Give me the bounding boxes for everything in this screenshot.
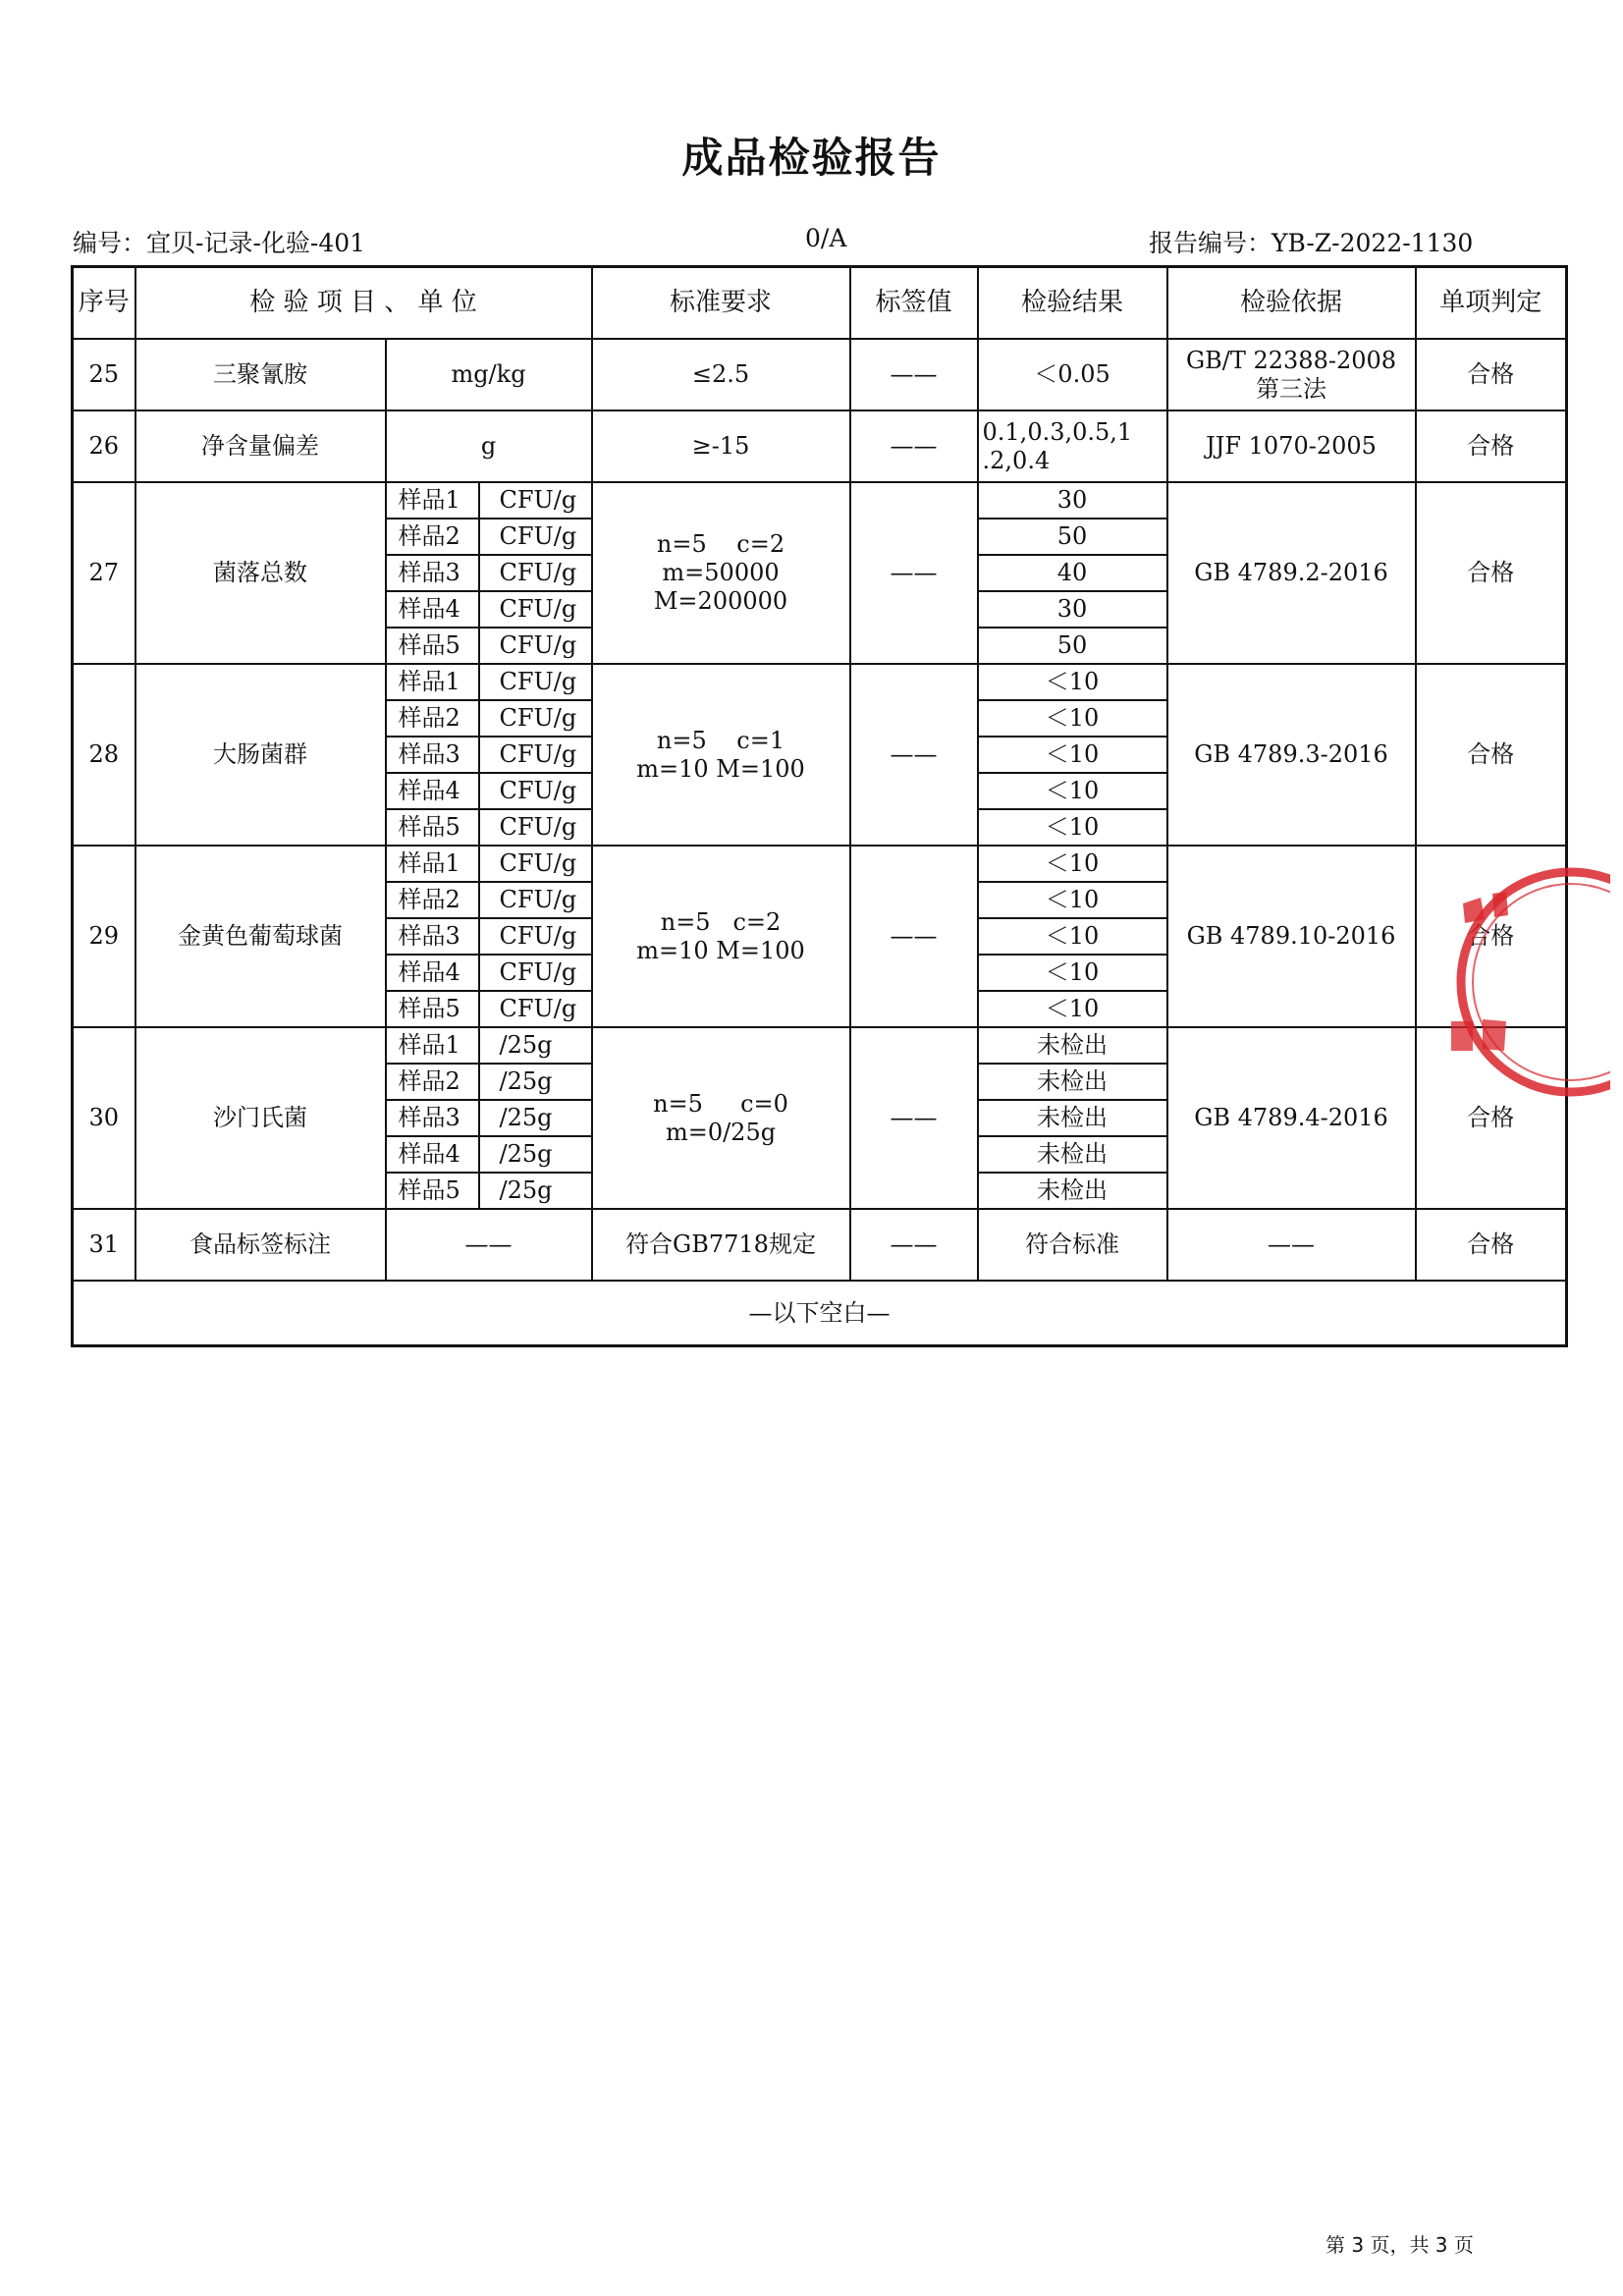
result-cell	[978, 410, 1167, 482]
header-basis: 检验依据	[1167, 267, 1416, 340]
sample-unit: CFU/g	[479, 591, 592, 628]
sample-name: 样品4	[386, 591, 479, 628]
basis-cell: GB 4789.4-2016	[1167, 1027, 1416, 1209]
sample-name: 样品1	[386, 1027, 479, 1064]
item-cell: 食品标签标注	[135, 1209, 386, 1281]
basis-line: GB/T 22388-2008	[1185, 346, 1397, 374]
seq-cell: 26	[73, 410, 135, 482]
blank-note-row	[73, 1281, 1567, 1346]
basis-cell: JJF 1070-2005	[1167, 410, 1416, 482]
sample-result: 未检出	[978, 1136, 1167, 1173]
page-footer: 第 3 页，共 3 页	[1325, 2233, 1474, 2257]
result-cell: ＜0.05	[978, 339, 1167, 410]
standard-cell	[592, 482, 850, 664]
sample-unit: CFU/g	[479, 519, 592, 555]
sample-name: 样品3	[386, 1100, 479, 1136]
label-value-cell: ——	[850, 846, 978, 1027]
page-title: 成品检验报告	[681, 134, 942, 182]
standard-cell: ≥-15	[592, 410, 850, 482]
judgment-cell: 合格	[1416, 410, 1567, 482]
standard-line: m=0/25g	[665, 1118, 777, 1146]
judgment-cell: 合格	[1416, 482, 1567, 664]
judgment-cell: 合格	[1416, 846, 1567, 1027]
table-header-row	[73, 267, 1567, 340]
sample-result: ＜10	[978, 664, 1167, 700]
sample-unit: /25g	[479, 1027, 592, 1064]
header-result: 检验结果	[978, 267, 1167, 340]
sample-result: 30	[978, 482, 1167, 519]
result-cell: 符合标准	[978, 1209, 1167, 1281]
sample-name: 样品2	[386, 882, 479, 918]
sample-unit: CFU/g	[479, 664, 592, 700]
standard-line: n=5 c=2	[656, 530, 785, 559]
table-row	[73, 339, 1567, 410]
table-row	[73, 846, 1567, 882]
sample-unit: CFU/g	[479, 809, 592, 846]
sample-result: 50	[978, 519, 1167, 555]
sample-result: ＜10	[978, 700, 1167, 737]
seq-cell: 28	[73, 664, 135, 846]
header-item: 检 验 项 目 、 单 位	[135, 267, 592, 340]
sample-unit: /25g	[479, 1136, 592, 1173]
table-row	[73, 1209, 1567, 1281]
basis-cell: GB 4789.2-2016	[1167, 482, 1416, 664]
unit-cell: ——	[386, 1209, 592, 1281]
seal-stamp-icon	[1424, 864, 1610, 1110]
sample-unit: CFU/g	[479, 482, 592, 519]
item-cell: 菌落总数	[135, 482, 386, 664]
sample-result: 未检出	[978, 1027, 1167, 1064]
header-judgment: 单项判定	[1416, 267, 1567, 340]
seq-cell: 29	[73, 846, 135, 1027]
sample-result: 未检出	[978, 1173, 1167, 1209]
judgment-cell: 合格	[1416, 1209, 1567, 1281]
sample-result: ＜10	[978, 918, 1167, 955]
sample-result: ＜10	[978, 737, 1167, 773]
sample-result: ＜10	[978, 882, 1167, 918]
header-seq: 序号	[73, 267, 135, 340]
sample-name: 样品4	[386, 955, 479, 991]
sample-name: 样品3	[386, 737, 479, 773]
standard-line: m=50000 M=200000	[653, 559, 788, 615]
sample-unit: CFU/g	[479, 628, 592, 664]
judgment-cell: 合格	[1416, 664, 1567, 846]
unit-cell: g	[386, 410, 592, 482]
sample-result: ＜10	[978, 773, 1167, 809]
record-number: 编号：宜贝-记录-化验-401	[73, 229, 366, 257]
sample-unit: CFU/g	[479, 882, 592, 918]
item-cell: 三聚氰胺	[135, 339, 386, 410]
sample-name: 样品2	[386, 1064, 479, 1100]
sample-name: 样品1	[386, 846, 479, 882]
sample-unit: CFU/g	[479, 700, 592, 737]
seq-cell: 31	[73, 1209, 135, 1281]
sample-unit: CFU/g	[479, 846, 592, 882]
blank-note: —以下空白—	[73, 1281, 1567, 1346]
basis-line: 第三法	[1256, 374, 1327, 403]
seq-cell: 30	[73, 1027, 135, 1209]
judgment-cell: 合格	[1416, 1027, 1567, 1209]
sample-unit: CFU/g	[479, 991, 592, 1027]
report-number: 报告编号：YB-Z-2022-1130	[1149, 229, 1474, 257]
item-cell: 沙门氏菌	[135, 1027, 386, 1209]
sample-unit: /25g	[479, 1100, 592, 1136]
standard-cell	[592, 1027, 850, 1209]
standard-cell	[592, 664, 850, 846]
label-value-cell: ——	[850, 1209, 978, 1281]
sample-result: 40	[978, 555, 1167, 591]
standard-cell	[592, 846, 850, 1027]
sample-unit: CFU/g	[479, 918, 592, 955]
inspection-table	[71, 265, 1568, 1347]
sample-name: 样品5	[386, 991, 479, 1027]
sample-result: 30	[978, 591, 1167, 628]
table-row	[73, 664, 1567, 700]
standard-line: m=10 M=100	[636, 754, 805, 783]
basis-cell: ——	[1167, 1209, 1416, 1281]
sample-unit: CFU/g	[479, 955, 592, 991]
basis-cell: GB 4789.10-2016	[1167, 846, 1416, 1027]
table-row	[73, 1027, 1567, 1064]
seq-cell: 27	[73, 482, 135, 664]
standard-line: n=5 c=2	[660, 907, 782, 936]
sample-result: ＜10	[978, 955, 1167, 991]
sample-name: 样品3	[386, 918, 479, 955]
standard-cell: 符合GB7718规定	[592, 1209, 850, 1281]
standard-line: m=10 M=100	[636, 936, 805, 964]
label-value-cell: ——	[850, 339, 978, 410]
sample-unit: CFU/g	[479, 773, 592, 809]
company-seal	[1424, 864, 1610, 1110]
sample-result: 未检出	[978, 1064, 1167, 1100]
label-value-cell: ——	[850, 1027, 978, 1209]
sample-name: 样品2	[386, 700, 479, 737]
sample-name: 样品1	[386, 664, 479, 700]
sample-name: 样品4	[386, 773, 479, 809]
seq-cell: 25	[73, 339, 135, 410]
sample-result: ＜10	[978, 809, 1167, 846]
label-value-cell: ——	[850, 482, 978, 664]
sample-unit: CFU/g	[479, 555, 592, 591]
sample-result: 未检出	[978, 1100, 1167, 1136]
sample-result: ＜10	[978, 846, 1167, 882]
version-number: 0/A	[805, 224, 847, 252]
header-standard: 标准要求	[592, 267, 850, 340]
judgment-cell: 合格	[1416, 339, 1567, 410]
label-value-cell: ——	[850, 410, 978, 482]
label-value-cell: ——	[850, 664, 978, 846]
basis-cell	[1167, 339, 1416, 410]
sample-name: 样品1	[386, 482, 479, 519]
sample-name: 样品2	[386, 519, 479, 555]
sample-name: 样品5	[386, 809, 479, 846]
sample-name: 样品5	[386, 628, 479, 664]
unit-cell: mg/kg	[386, 339, 592, 410]
item-cell: 大肠菌群	[135, 664, 386, 846]
result-line: .2,0.4	[982, 446, 1051, 474]
item-cell: 金黄色葡萄球菌	[135, 846, 386, 1027]
table-row	[73, 410, 1567, 482]
standard-line: n=5 c=0	[653, 1089, 788, 1118]
sample-unit: CFU/g	[479, 737, 592, 773]
sample-name: 样品5	[386, 1173, 479, 1209]
basis-cell: GB 4789.3-2016	[1167, 664, 1416, 846]
item-cell: 净含量偏差	[135, 410, 386, 482]
sample-unit: /25g	[479, 1173, 592, 1209]
sample-result: ＜10	[978, 991, 1167, 1027]
sample-name: 样品4	[386, 1136, 479, 1173]
result-line: 0.1,0.3,0.5,1	[982, 417, 1133, 446]
sample-name: 样品3	[386, 555, 479, 591]
sample-result: 50	[978, 628, 1167, 664]
standard-line: n=5 c=1	[656, 726, 785, 754]
header-label-value: 标签值	[850, 267, 978, 340]
standard-cell: ≤2.5	[592, 339, 850, 410]
table-row	[73, 482, 1567, 519]
sample-unit: /25g	[479, 1064, 592, 1100]
